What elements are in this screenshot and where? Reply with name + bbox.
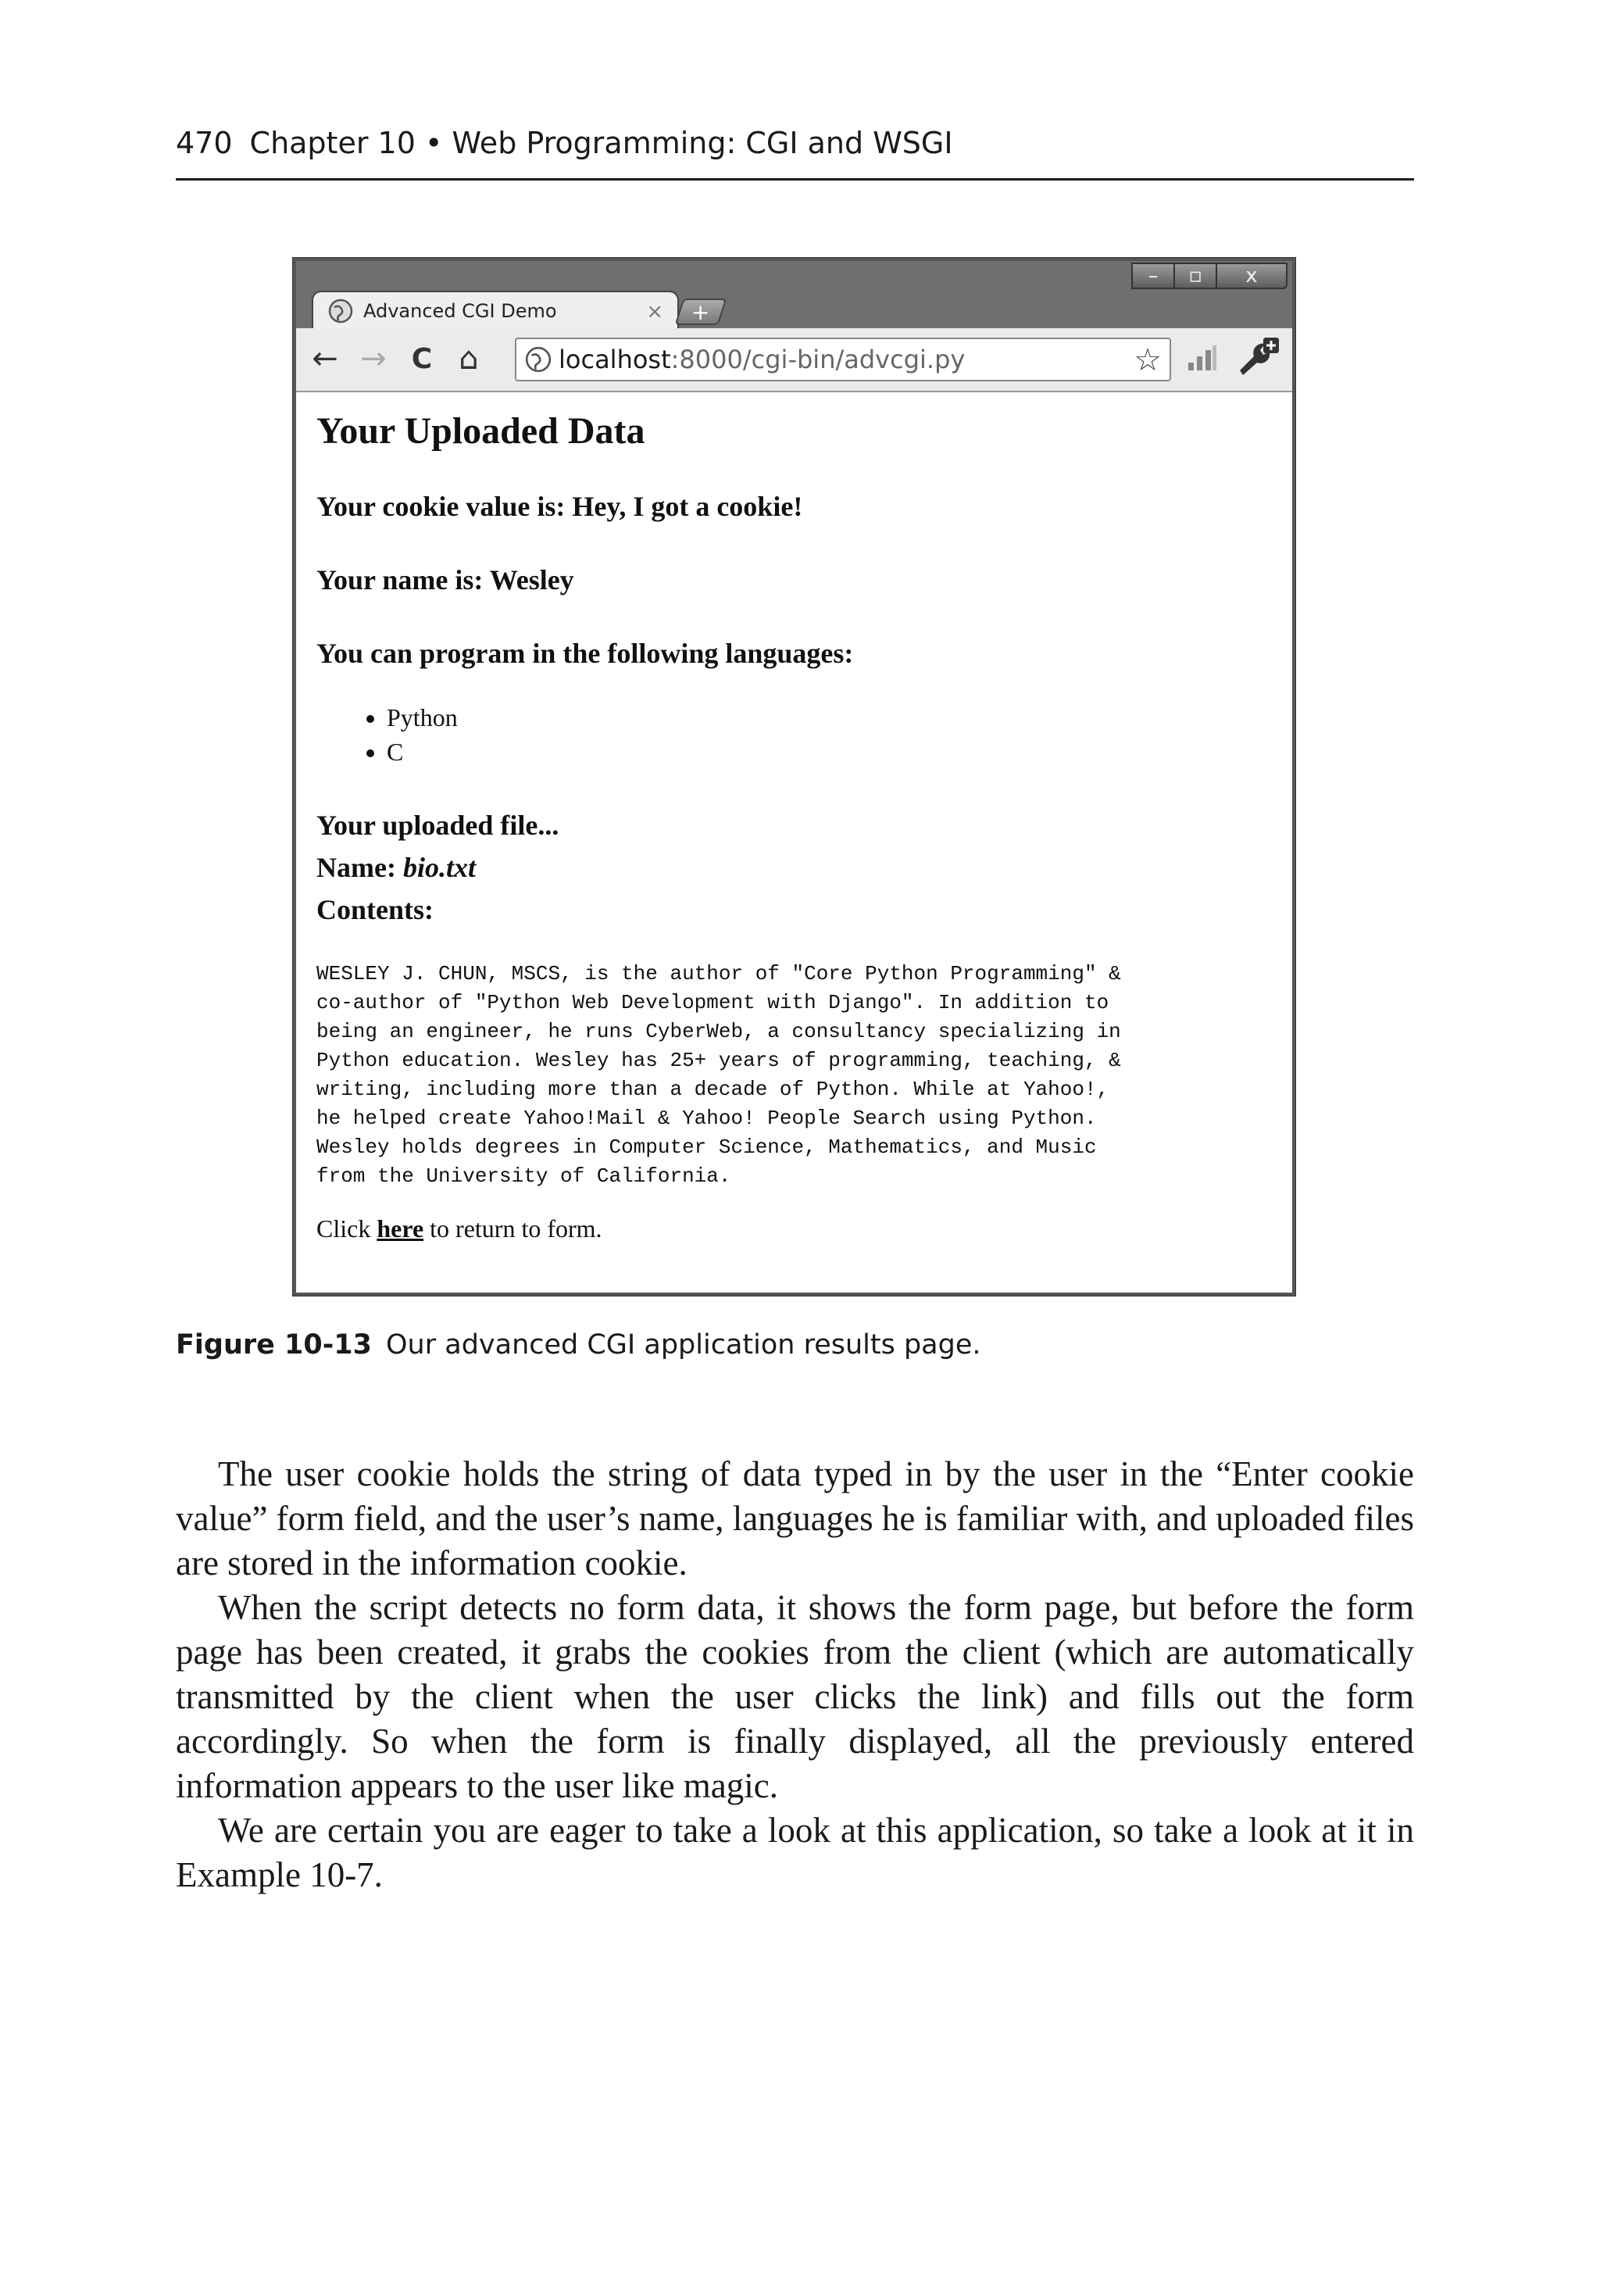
list-item: • C	[387, 735, 1272, 769]
languages-heading: You can program in the following languages:	[316, 638, 854, 669]
signal-bars-icon[interactable]	[1187, 345, 1218, 372]
globe-icon	[524, 345, 552, 374]
contents-label: Contents:	[316, 894, 434, 925]
cookie-value-line: Your cookie value is: Hey, I got a cookie!	[316, 491, 803, 522]
figure-caption	[176, 1327, 1414, 1363]
return-line	[316, 1211, 1272, 1246]
name-line: Your name is: Wesley	[316, 564, 574, 595]
browser-window	[293, 258, 1295, 1296]
caption-text: Our advanced CGI application results page.	[386, 1329, 981, 1361]
uploaded-file-heading: Your uploaded file...	[316, 810, 559, 841]
star-icon[interactable]: ☆	[1134, 342, 1162, 378]
tab-close-icon[interactable]: ×	[646, 300, 663, 324]
browser-toolbar	[296, 328, 1292, 392]
body-text	[176, 1452, 1414, 1897]
languages-list	[316, 700, 1272, 769]
plus-icon: +	[691, 299, 710, 325]
address-bar[interactable]	[515, 338, 1171, 381]
new-tab-button[interactable]	[674, 299, 727, 325]
file-name-label: Name:	[316, 852, 403, 883]
url-path: :8000/cgi-bin/advcgi.py	[670, 345, 966, 374]
browser-tab[interactable]	[312, 291, 679, 330]
paragraph: We are certain you are eager to take a look at this application, so take a look at it in Example 10-7.	[176, 1811, 1414, 1894]
header-rule	[176, 178, 1414, 181]
return-suffix: to return to form.	[423, 1214, 602, 1243]
reload-icon[interactable]: C	[411, 342, 433, 375]
file-name-line	[316, 849, 1272, 886]
running-header	[176, 123, 1414, 163]
globe-icon	[327, 298, 354, 324]
window-controls	[1133, 263, 1288, 289]
wrench-icon[interactable]	[1234, 336, 1280, 380]
return-link[interactable]: here	[377, 1214, 424, 1243]
paragraph: When the script detects no form data, it shows the form page, but before the form page has been created, it grabs the cookies from the client (which are automatically transmitted by the client when the user clicks the link) and fills out the form accordingly. So when the form is finally displayed, all the previously entered information appears to the user like magic.	[176, 1588, 1414, 1805]
page-number: 470	[176, 126, 233, 160]
file-contents: WESLEY J. CHUN, MSCS, is the author of "Core Python Programming" & co-author of "Python Web Development with Django". In addition to being an engineer, he runs CyberWeb, a consultancy specializing in Python education. Wesley has 25+ years of programming, teaching, & writing, including more than a decade of Python. While at Yahoo!, he helped create Yahoo!Mail & Yahoo! People Search using Python. Wesley holds degrees in Computer Science, Mathematics, and Music from the University of California.	[316, 962, 1121, 1188]
forward-arrow-icon[interactable]: →	[360, 341, 387, 377]
figure-label: Figure 10-13	[176, 1329, 372, 1361]
chapter-title: Chapter 10 • Web Programming: CGI and WSGI	[249, 126, 953, 160]
list-item: • Python	[387, 700, 1272, 735]
maximize-button[interactable]: ▫	[1173, 263, 1217, 289]
back-arrow-icon[interactable]: ←	[312, 341, 338, 377]
home-icon[interactable]: ⌂	[459, 341, 479, 377]
close-window-button[interactable]: x	[1216, 263, 1288, 289]
url-host: localhost	[559, 345, 671, 374]
return-prefix: Click	[316, 1214, 377, 1243]
tab-title: Advanced CGI Demo	[363, 300, 557, 322]
minimize-button[interactable]: –	[1131, 263, 1175, 289]
title-bar	[296, 261, 1292, 328]
page-heading: Your Uploaded Data	[316, 410, 645, 452]
file-name: bio.txt	[402, 852, 476, 883]
page-content	[296, 392, 1292, 1293]
paragraph: The user cookie holds the string of data typed in by the user in the “Enter cookie value” form field, and the user’s name, languages he is familiar with, and uploaded files are stored in the information cookie.	[176, 1454, 1414, 1583]
